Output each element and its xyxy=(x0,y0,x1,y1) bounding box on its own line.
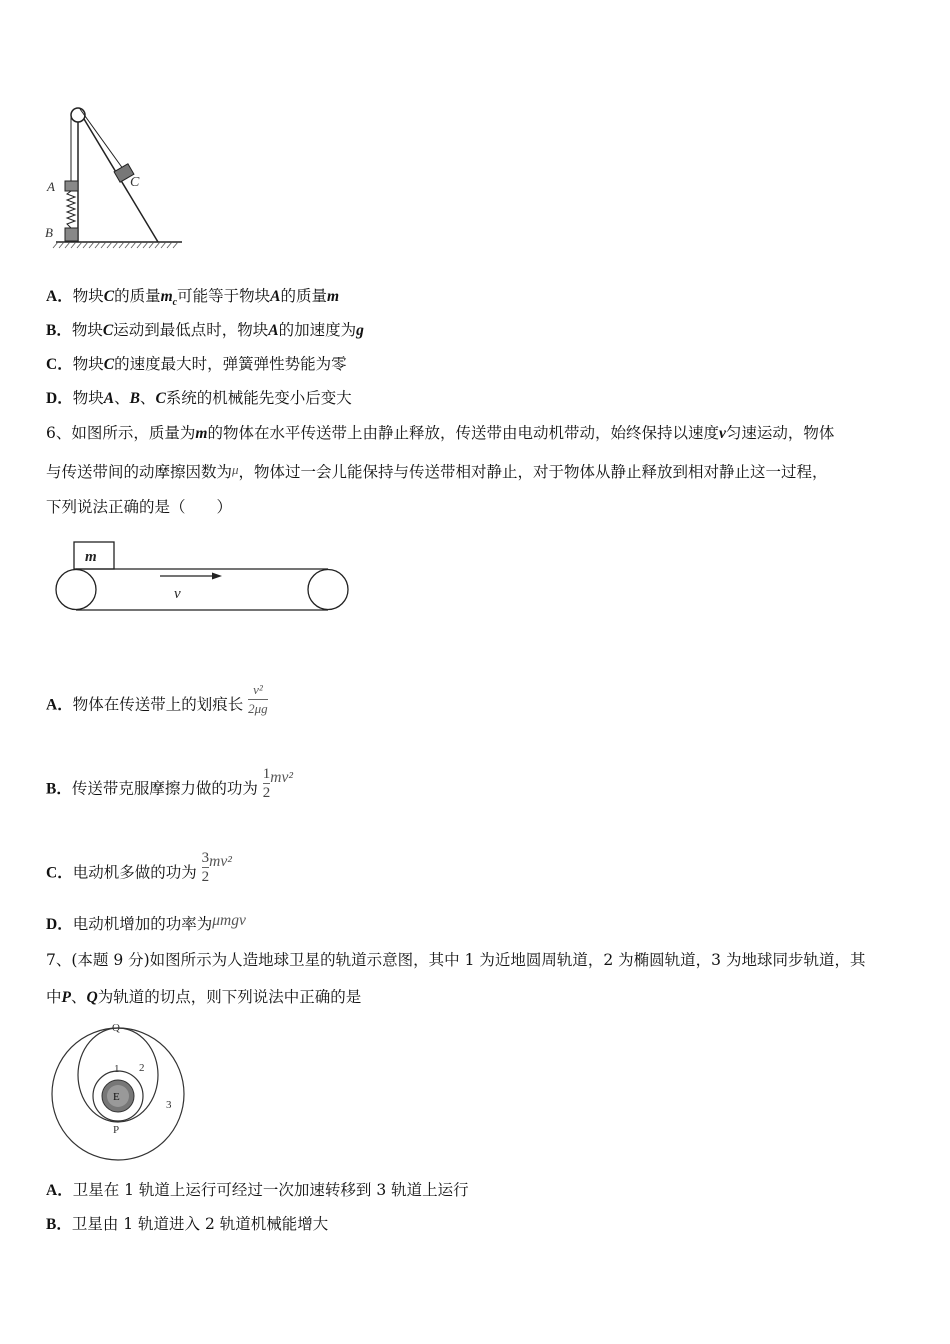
fig6-velocity-label: v xyxy=(174,586,181,602)
satellite-orbit-figure xyxy=(48,1018,198,1166)
q7-stem-line1: 7、(本题 9 分)如图所示为人造地球卫星的轨道示意图，其中 1 为近地圆周轨道，2 为椭圆轨道，3 为地球同步轨道，其 xyxy=(46,951,866,969)
fig5-label-b: B xyxy=(45,225,53,240)
fig7-p-label: P xyxy=(113,1124,120,1136)
q5-option-b: B．物块C运动到最低点时，物块A的加速度为g xyxy=(46,321,364,339)
q6-stem-line1: 6、如图所示，质量为m的物体在水平传送带上由静止释放，传送带由电动机带动，始终保持以速度v匀速运动，物体 xyxy=(46,424,835,442)
q6-option-a-fraction: $\frac{\text{v²}}{2\mu g}$ xyxy=(248,682,268,716)
q6-option-a: A．物体在传送带上的划痕长 $\frac{\text{v²}}{2\mu g}$ xyxy=(46,682,268,716)
fig7-q-label: Q xyxy=(112,1022,120,1034)
fig7-orbit2-label: 2 xyxy=(139,1062,145,1074)
q6-option-b-fraction: $\frac{1}{2}$ xyxy=(262,766,271,801)
fig7-orbit1-label: 1 xyxy=(114,1063,120,1075)
q6-stem-line3: 下列说法正确的是（ ） xyxy=(46,498,233,516)
fig6-mass-label: m xyxy=(85,549,97,565)
q5-option-a: A．物块C的质量$m_c$可能等于物块A的质量m xyxy=(46,287,340,309)
pulley-spring-incline-figure xyxy=(40,95,190,255)
fig7-orbit3-label: 3 xyxy=(166,1099,172,1111)
q6-option-b: B．传送带克服摩擦力做的功为 $\frac{1}{2}$ mv² xyxy=(46,766,294,801)
q6-stem-line2: 与传送带间的动摩擦因数为μ，物体过一会儿能保持与传送带相对静止，对于物体从静止释放到相对静止这一过程， xyxy=(46,462,828,481)
q6-option-d: D．电动机增加的功率为μmgv xyxy=(46,912,246,933)
q5-option-d: D．物块A、B、C系统的机械能先变小后变大 xyxy=(46,389,352,407)
q7-option-b: B．卫星由 1 轨道进入 2 轨道机械能增大 xyxy=(46,1215,329,1233)
q5-option-c: C．物块C的速度最大时，弹簧弹性势能为零 xyxy=(46,355,347,373)
q6-option-c-fraction: $\frac{3}{2}$ xyxy=(201,850,210,885)
fig7-earth-label: E xyxy=(113,1091,120,1103)
conveyor-belt-figure xyxy=(52,538,352,616)
q7-option-a: A．卫星在 1 轨道上运行可经过一次加速转移到 3 轨道上运行 xyxy=(46,1181,469,1199)
q7-stem-line2: 中P、Q为轨道的切点，则下列说法中正确的是 xyxy=(46,988,362,1006)
fig5-label-a: A xyxy=(47,179,55,194)
q6-option-c: C．电动机多做的功为 $\frac{3}{2}$ mv² xyxy=(46,850,232,885)
fig5-label-c: C xyxy=(130,175,140,190)
